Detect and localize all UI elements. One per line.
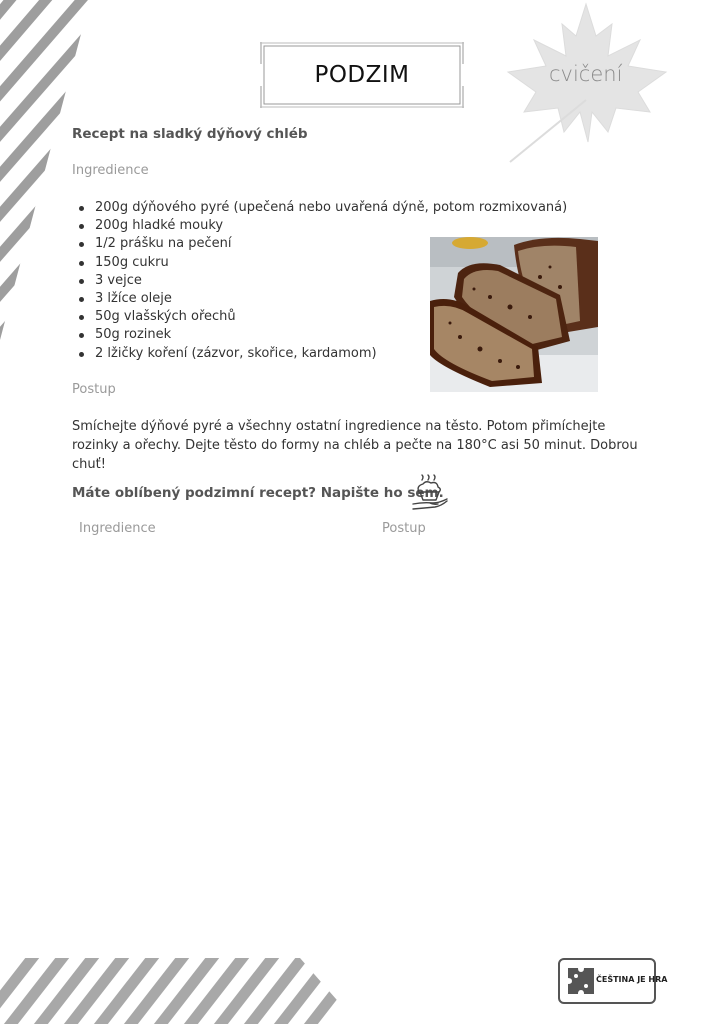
exercise-ingredients-label: Ingredience [79, 521, 156, 536]
procedure-heading: Postup [72, 382, 116, 397]
recipe-title: Recept na sladký dýňový chléb [72, 126, 308, 142]
list-item: 200g hladké mouky [95, 217, 567, 235]
list-item: 2 lžičky koření (zázvor, skořice, kardamom) [95, 345, 567, 363]
bread-photo [430, 237, 598, 392]
exercise-procedure-label: Postup [382, 521, 426, 536]
procedure-text: Smíchejte dýňové pyré a všechny ostatní ingredience na těsto. Potom přimíchejte rozinky a ořechy. Dejte těsto do formy na chléb a pečte na 180°C asi 50 minut. Dobrou chuť! [72, 419, 638, 472]
logo-text: ČEŠTINA JE HRA [596, 975, 668, 984]
list-item: 150g cukru [95, 254, 567, 272]
list-item: 3 vejce [95, 272, 567, 290]
list-item: 1/2 prášku na pečení [95, 235, 567, 253]
page-subtitle: cvičení [549, 62, 623, 86]
list-item: 200g dýňového pyré (upečená nebo uvařená dýně, potom rozmixovaná) [95, 199, 567, 217]
decorative-stripes-bottom [0, 958, 360, 1024]
puzzle-icon [566, 966, 596, 996]
list-item: 50g vlašských ořechů [95, 308, 567, 326]
list-item: 50g rozinek [95, 326, 567, 344]
page-title: PODZIM [314, 62, 410, 88]
page-title-box [260, 42, 464, 108]
cestina-je-hra-logo [558, 958, 668, 1004]
exercise-question: Máte oblíbený podzimní recept? Napište ho sem. [72, 485, 444, 501]
list-item: 3 lžíce oleje [95, 290, 567, 308]
muffin-on-hand-icon [410, 474, 450, 512]
ingredients-heading: Ingredience [72, 163, 149, 178]
